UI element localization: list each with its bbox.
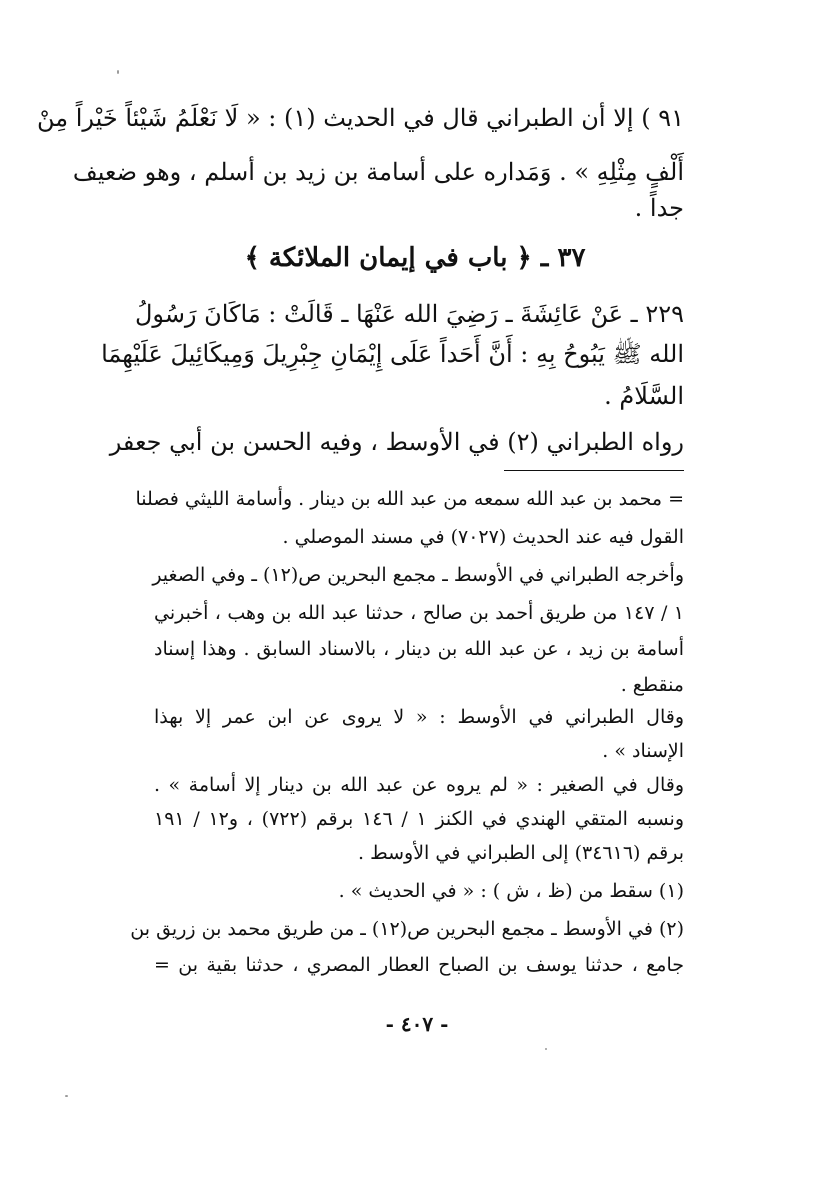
footnote-separator <box>504 470 684 471</box>
main-text-line-3: جداً . <box>634 194 684 222</box>
footnote-line-7: وقال الطبراني في الأوسط : « لا يروى عن ابن عمر إلا بهذا <box>154 706 684 728</box>
page-number: - ٤٠٧ - <box>385 1012 449 1036</box>
footnote-line-4: ١ / ١٤٧ من طريق أحمد بن صالح ، حدثنا عبد الله بن وهب ، أخبرني <box>154 602 685 624</box>
footnote-2-line-1: (٢) في الأوسط ـ مجمع البحرين ص(١٢) ـ من طريق محمد بن زريق بن <box>130 918 684 940</box>
footnote-line-8: الإسناد » . <box>602 740 684 762</box>
footnote-line-2: القول فيه عند الحديث (٧٠٢٧) في مسند الموصلي . <box>282 526 684 548</box>
main-text-line-1: ٩١ ) إلا أن الطبراني قال في الحديث (١) : « لَا نَعْلَمُ شَيْئاً خَيْراً مِنْ <box>36 104 684 132</box>
footnote-2-line-2: جامع ، حدثنا يوسف بن الصباح العطار المصري ، حدثنا بقية بن = <box>154 954 684 976</box>
narration-line: رواه الطبراني (٢) في الأوسط ، وفيه الحسن بن أبي جعفر <box>109 428 684 456</box>
scan-speck <box>545 1048 547 1050</box>
footnote-line-10: ونسبه المتقي الهندي في الكنز ١ / ١٤٦ برقم (٧٢٢) ، و١٢ / ١٩١ <box>154 808 684 830</box>
main-text-line-2: أَلْفٍ مِثْلِهِ » . وَمَداره على أسامة بن زيد بن أسلم ، وهو ضعيف <box>72 158 684 186</box>
footnote-1: (١) سقط من (ظ ، ش ) : « في الحديث » . <box>338 880 684 902</box>
footnote-line-11: برقم (٣٤٦١٦) إلى الطبراني في الأوسط . <box>358 842 684 864</box>
footnote-line-3: وأخرجه الطبراني في الأوسط ـ مجمع البحرين ص(١٢) ـ وفي الصغير <box>152 564 684 586</box>
footnote-line-5: أسامة بن زيد ، عن عبد الله بن دينار ، بالاسناد السابق . وهذا إسناد <box>154 638 684 660</box>
scan-speck <box>117 70 119 74</box>
footnote-line-6: منقطع . <box>620 674 684 696</box>
hadith-line-2: الله ﷺ يَبُوحُ بِهِ : أَنَّ أَحَداً عَلَى إِيْمَانِ جِبْرِيلَ وَمِيكَائِيلَ عَلَيْهِمَا <box>101 340 684 368</box>
scan-speck <box>65 1095 68 1097</box>
chapter-heading: ٣٧ ـ ﴿ باب في إيمان الملائكة ﴾ <box>244 243 586 273</box>
footnote-line-1: = محمد بن عبد الله سمعه من عبد الله بن دينار . وأسامة الليثي فصلنا <box>135 488 684 510</box>
footnote-line-9: وقال في الصغير : « لم يروه عن عبد الله بن دينار إلا أسامة » . <box>154 774 684 796</box>
hadith-line-1: ٢٢٩ ـ عَنْ عَائِشَةَ ـ رَضِيَ الله عَنْهَا ـ قَالَتْ : مَاكَانَ رَسُولُ <box>134 300 684 328</box>
hadith-line-3: السَّلَامُ . <box>604 382 684 410</box>
